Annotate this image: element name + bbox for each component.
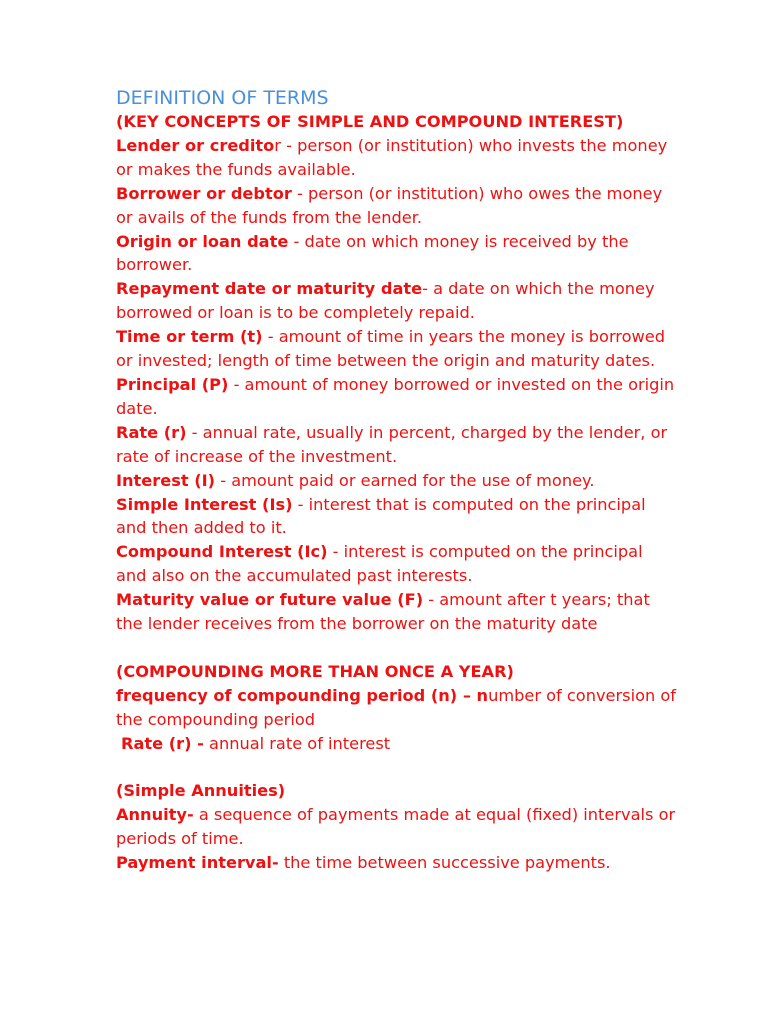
term-interest: Interest (I)	[116, 470, 216, 490]
definition-payment-interval	[116, 851, 676, 875]
term-rate: Rate (r)	[116, 422, 187, 442]
document-title: DEFINITION OF TERMS	[116, 87, 329, 109]
definition-origin-date-text: - date on which money is received by the borrower.	[116, 231, 629, 275]
definition-interest	[116, 469, 676, 493]
document-page	[116, 86, 676, 875]
definition-borrower	[116, 182, 676, 230]
definition-maturity-value	[116, 588, 676, 636]
term-time-term: Time or term (t)	[116, 327, 263, 347]
definition-origin-date	[116, 230, 676, 278]
definition-time-term	[116, 325, 676, 373]
term-frequency: frequency of compounding period (n) – n	[116, 685, 489, 705]
definition-compound-interest	[116, 540, 676, 588]
definition-borrower-text: - person (or institution) who owes the money or avails of the funds from the lender.	[116, 183, 663, 227]
term-repayment-date: Repayment date or maturity date	[116, 279, 423, 299]
term-origin-date: Origin or loan date	[116, 231, 289, 251]
section-heading-compounding: (COMPOUNDING MORE THAN ONCE A YEAR)	[116, 661, 514, 681]
definition-repayment-date-text: - a date on which the money borrowed or loan is to be completely repaid.	[116, 279, 655, 323]
definition-maturity-value-text: - amount after t years; that the lender receives from the borrower on the maturity date	[116, 590, 650, 634]
definition-compound-interest-text: - interest is computed on the principal and also on the accumulated past interests.	[116, 542, 643, 586]
term-annuity: Annuity-	[116, 805, 194, 825]
term-principal: Principal (P)	[116, 374, 229, 394]
term-compound-interest: Compound Interest (Ic)	[116, 542, 328, 562]
definition-principal-text: - amount of money borrowed or invested on the origin date.	[116, 374, 675, 418]
section-heading-simple-annuities: (Simple Annuities)	[116, 781, 286, 801]
term-maturity-value: Maturity value or future value (F)	[116, 590, 424, 610]
definition-payment-interval-text: the time between successive payments.	[278, 853, 611, 873]
definition-repayment-date	[116, 277, 676, 325]
definition-annuity-text: a sequence of payments made at equal (fixed) intervals or periods of time.	[116, 805, 676, 849]
term-simple-interest: Simple Interest (Is)	[116, 494, 293, 514]
definition-rate-text: - annual rate, usually in percent, charged by the lender, or rate of increase of the investment.	[116, 422, 668, 466]
definition-rate-annual	[116, 732, 676, 756]
definition-frequency-text: umber of conversion of the compounding period	[116, 685, 676, 729]
definition-annuity	[116, 803, 676, 851]
term-lender: Lender or credito	[116, 135, 275, 155]
definition-simple-interest-text: - interest that is computed on the principal and then added to it.	[116, 494, 646, 538]
term-payment-interval: Payment interval-	[116, 853, 279, 873]
section-heading-key-concepts: (KEY CONCEPTS OF SIMPLE AND COMPOUND INTEREST)	[116, 112, 624, 131]
definition-principal	[116, 373, 676, 421]
term-lender-tail: r	[274, 135, 281, 155]
definition-lender-text: - person (or institution) who invests the money or makes the funds available.	[116, 135, 668, 179]
definition-interest-text: - amount paid or earned for the use of money.	[215, 470, 595, 490]
definition-rate	[116, 421, 676, 469]
definition-frequency	[116, 684, 676, 732]
term-rate-annual: Rate (r) -	[121, 733, 204, 753]
definition-simple-interest	[116, 493, 676, 541]
definition-time-term-text: - amount of time in years the money is borrowed or invested; length of time between the origin and maturity dates.	[116, 327, 665, 371]
section-spacer	[116, 636, 676, 660]
section-spacer	[116, 755, 676, 779]
definition-rate-annual-text: annual rate of interest	[203, 733, 391, 753]
definition-lender	[116, 134, 676, 182]
term-borrower: Borrower or debtor	[116, 183, 292, 203]
